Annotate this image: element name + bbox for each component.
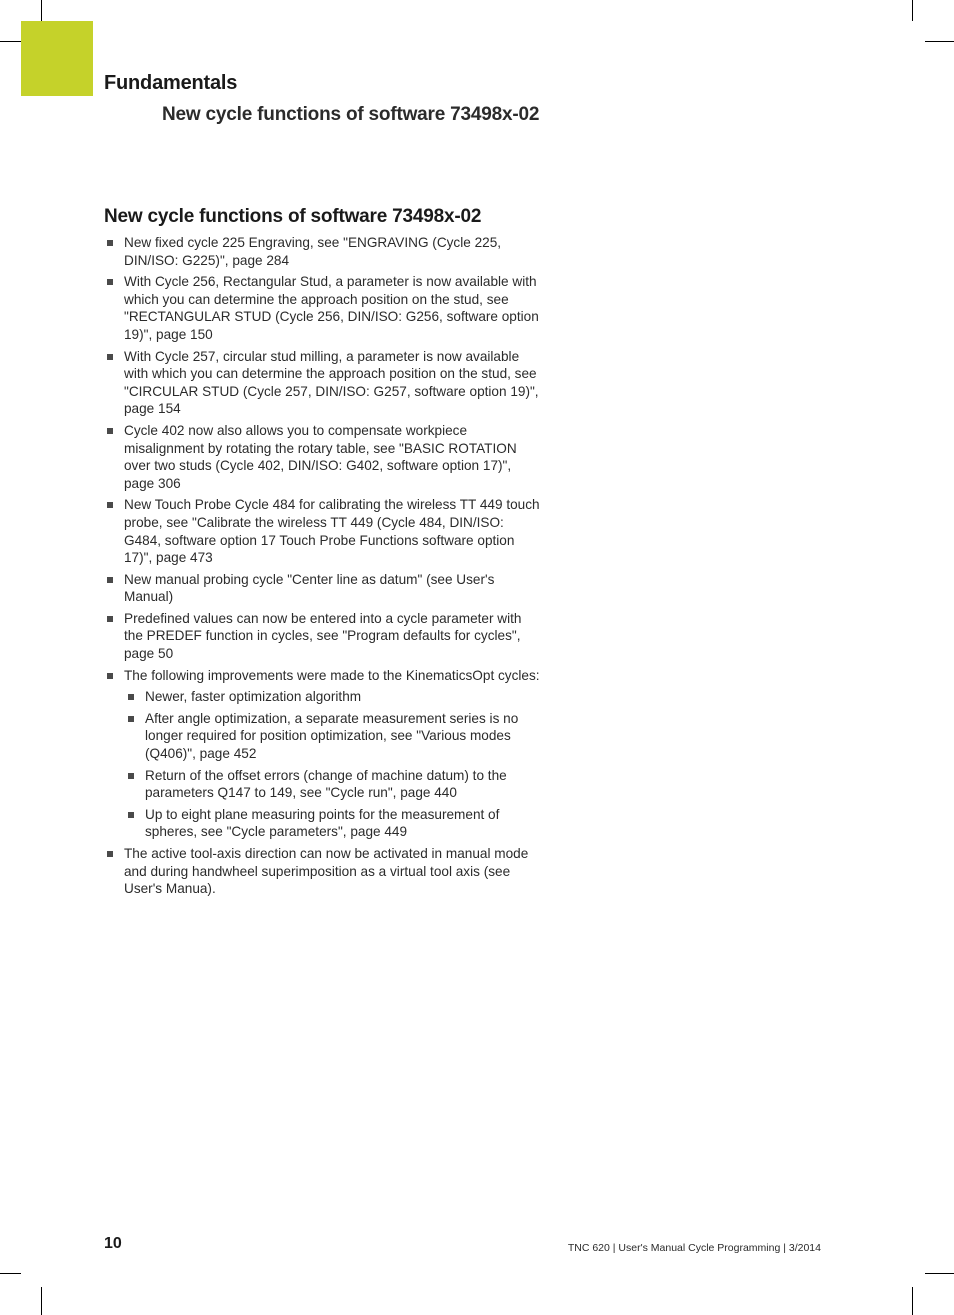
crop-mark-tl-horizontal bbox=[0, 41, 21, 42]
list-item-text: The following improvements were made to the KinematicsOpt cycles: bbox=[124, 667, 540, 683]
list-item-text: New manual probing cycle "Center line as datum" (see User's Manual) bbox=[124, 571, 495, 605]
sub-list-item-text: Newer, faster optimization algorithm bbox=[145, 689, 362, 705]
list-item bbox=[104, 610, 544, 663]
list-item bbox=[104, 234, 544, 269]
list-item-text: New fixed cycle 225 Engraving, see "ENGRAVING (Cycle 225, DIN/ISO: G225)", page 284 bbox=[124, 235, 502, 268]
bullet-square-icon bbox=[128, 716, 134, 722]
feature-list bbox=[104, 234, 544, 902]
crop-mark-tr-horizontal bbox=[925, 41, 954, 42]
list-item bbox=[104, 273, 544, 343]
list-item-text: Predefined values can now be entered into a cycle parameter with the PREDEF function in cycles, see "Program defaults for cycles", page 50 bbox=[124, 610, 522, 662]
sub-list-item bbox=[124, 688, 544, 706]
crop-mark-tr-vertical bbox=[912, 0, 913, 21]
bullet-square-icon bbox=[128, 694, 134, 700]
bullet-square-icon bbox=[107, 354, 113, 360]
page-number: 10 bbox=[104, 1235, 122, 1252]
bullet-square-icon bbox=[107, 851, 113, 857]
bullet-square-icon bbox=[107, 428, 113, 434]
chapter-title: Fundamentals bbox=[104, 72, 238, 94]
list-item-text: With Cycle 257, circular stud milling, a parameter is now available with which you can determine the approach position on the stud, see "CIRCULAR STUD (Cycle 257, DIN/ISO: G257, software option 19)", page 154 bbox=[124, 348, 539, 417]
crop-mark-bl-vertical bbox=[41, 1287, 42, 1315]
sub-list-item bbox=[124, 710, 544, 763]
section-heading: New cycle functions of software 73498x-02 bbox=[104, 206, 482, 227]
list-item-text: New Touch Probe Cycle 484 for calibrating the wireless TT 449 touch probe, see "Calibrate the wireless TT 449 (Cycle 484, DIN/ISO: G484, software option 17 Touch Probe Functions software option 17)", page 473 bbox=[124, 497, 540, 566]
sub-list-item bbox=[124, 806, 544, 841]
list-item bbox=[104, 571, 544, 606]
sub-list bbox=[124, 688, 544, 841]
sub-list-item-text: Up to eight plane measuring points for the measurement of spheres, see "Cycle parameters", page 449 bbox=[145, 806, 500, 840]
list-item bbox=[104, 667, 544, 841]
bullet-square-icon bbox=[107, 616, 113, 622]
bullet-square-icon bbox=[128, 773, 134, 779]
footer-text: TNC 620 | User's Manual Cycle Programming | 3/2014 bbox=[567, 1242, 821, 1254]
list-item bbox=[104, 422, 544, 492]
bullet-square-icon bbox=[107, 673, 113, 679]
bullet-square-icon bbox=[128, 812, 134, 818]
sub-list-item-text: After angle optimization, a separate measurement series is no longer required for position optimization, see "Various modes (Q406)", page 452 bbox=[145, 710, 519, 762]
chapter-color-tab bbox=[21, 21, 93, 96]
crop-mark-bl-horizontal bbox=[0, 1273, 21, 1274]
bullet-square-icon bbox=[107, 577, 113, 583]
list-item bbox=[104, 845, 544, 898]
list-item bbox=[104, 348, 544, 418]
chapter-subtitle: New cycle functions of software 73498x-02 bbox=[162, 104, 540, 125]
bullet-square-icon bbox=[107, 502, 113, 508]
bullet-square-icon bbox=[107, 240, 113, 246]
list-item-text: Cycle 402 now also allows you to compensate workpiece misalignment by rotating the rotary table, see "BASIC ROTATION over two studs (Cycle 402, DIN/ISO: G402, software option 17)", page 306 bbox=[124, 422, 517, 491]
list-item-text: With Cycle 256, Rectangular Stud, a parameter is now available with which you can determine the approach position on the stud, see "RECTANGULAR STUD (Cycle 256, DIN/ISO: G256, software option 19)", page 150 bbox=[124, 274, 539, 342]
sub-list-item bbox=[124, 767, 544, 802]
crop-mark-br-vertical bbox=[912, 1287, 913, 1315]
sub-list-item-text: Return of the offset errors (change of machine datum) to the parameters Q147 to 149, see "Cycle run", page 440 bbox=[145, 767, 507, 801]
bullet-square-icon bbox=[107, 279, 113, 285]
crop-mark-tl-vertical bbox=[41, 0, 42, 21]
crop-mark-br-horizontal bbox=[925, 1273, 954, 1274]
list-item bbox=[104, 496, 544, 566]
list-item-text: The active tool-axis direction can now be activated in manual mode and during handwheel superimposition as a virtual tool axis (see User's Manua). bbox=[124, 846, 529, 897]
